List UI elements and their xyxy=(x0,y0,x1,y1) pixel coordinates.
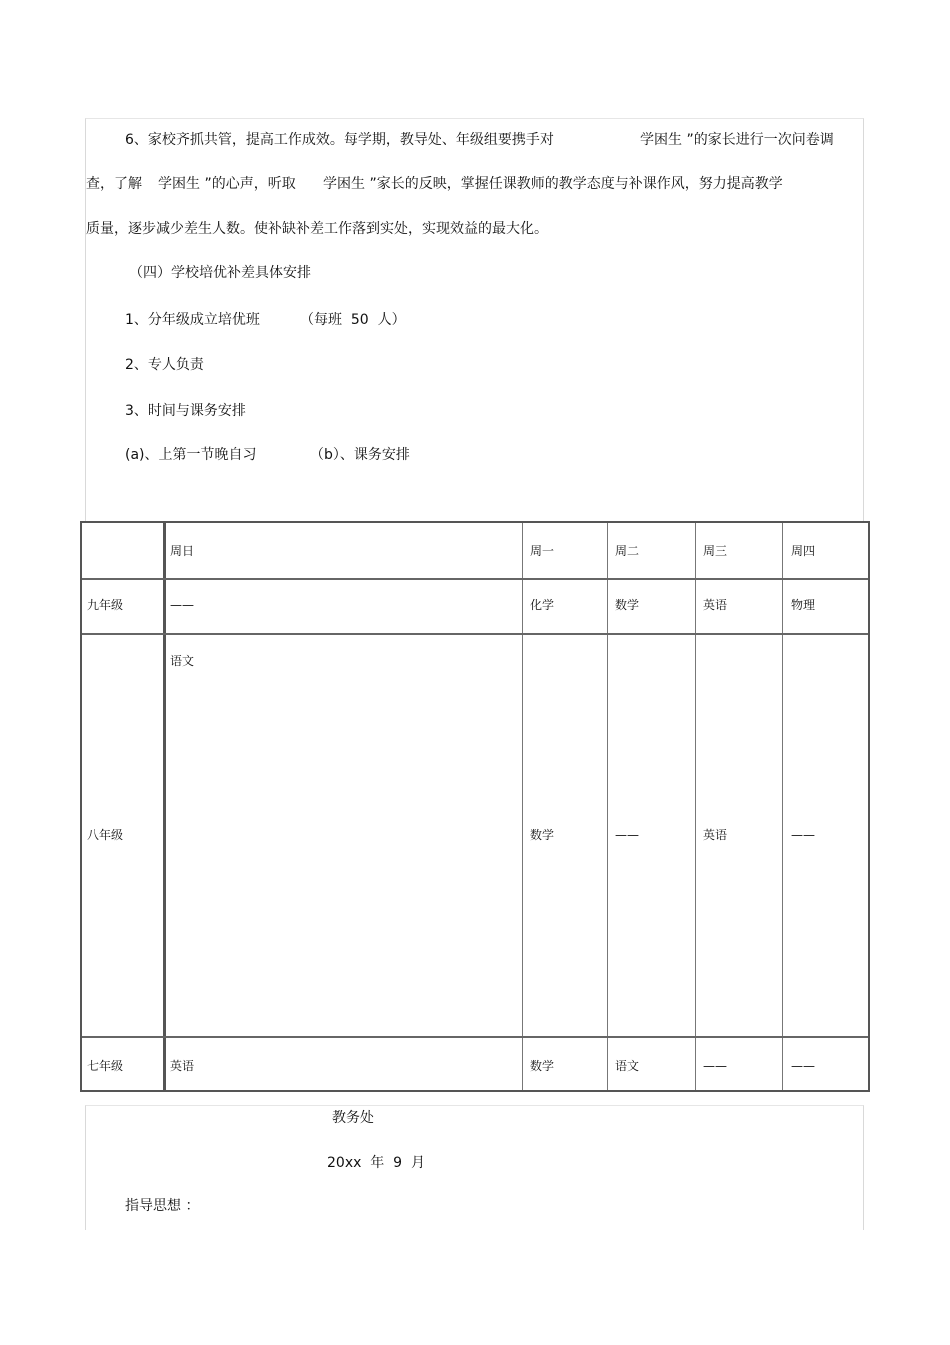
signature-date: 20xx 年 9 月 xyxy=(327,1155,425,1171)
grade-7-wednesday: —— xyxy=(703,1059,727,1073)
grade-9-wednesday: 英语 xyxy=(703,598,728,612)
guiding-principle-heading: 指导思想 ： xyxy=(125,1198,200,1214)
grade-7-monday: 数学 xyxy=(530,1059,555,1073)
text-frame-bottom xyxy=(85,1105,864,1230)
item-a: (a)、上第一节晚自习 xyxy=(125,447,257,463)
col-divider xyxy=(163,523,166,1090)
col-divider xyxy=(522,523,523,1090)
section-heading-4: （四）学校培优补差具体安排 xyxy=(129,265,311,281)
paragraph-6-line3: 质量，逐步减少差生人数。使补缺补差工作落到实处，实现效益的最大化。 xyxy=(86,221,548,237)
header-cell-tuesday: 周二 xyxy=(615,544,640,558)
col-divider xyxy=(607,523,608,1090)
grade-9-label: 九年级 xyxy=(87,598,124,612)
grade-7-tuesday: 语文 xyxy=(615,1059,640,1073)
grade-8-tuesday: —— xyxy=(615,828,639,842)
item-2: 2、专人负责 xyxy=(125,357,204,373)
col-divider xyxy=(782,523,783,1090)
header-cell-thursday: 周四 xyxy=(791,544,816,558)
row-divider xyxy=(82,578,868,580)
item-1-label: 1、分年级成立培优班 xyxy=(125,312,260,328)
paragraph-6-line2-part2: 学困生 ”的心声，听取 xyxy=(158,176,296,192)
grade-7-thursday: —— xyxy=(791,1059,815,1073)
item-1-note: （每班 50 人） xyxy=(300,312,406,328)
grade-9-tuesday: 数学 xyxy=(615,598,640,612)
grade-9-thursday: 物理 xyxy=(791,598,816,612)
header-cell-sunday: 周日 xyxy=(170,544,195,558)
paragraph-6-line1-part1: 6、家校齐抓共管，提高工作成效。每学期，教导处、年级组要携手对 xyxy=(125,132,554,148)
item-b: （b）、课务安排 xyxy=(310,447,410,463)
header-cell-monday: 周一 xyxy=(530,544,555,558)
grade-8-wednesday: 英语 xyxy=(703,828,728,842)
grade-9-monday: 化学 xyxy=(530,598,555,612)
office-signature: 教务处 xyxy=(332,1110,374,1126)
row-divider xyxy=(82,633,868,635)
paragraph-6-line1-part2: 学困生 ”的家长进行一次问卷调 xyxy=(640,132,834,148)
grade-8-sunday: 语文 xyxy=(170,654,195,668)
grade-7-label: 七年级 xyxy=(87,1059,124,1073)
item-3: 3、时间与课务安排 xyxy=(125,403,246,419)
schedule-table xyxy=(80,521,870,1092)
grade-8-monday: 数学 xyxy=(530,828,555,842)
header-cell-wednesday: 周三 xyxy=(703,544,728,558)
paragraph-6-line2-part3: 学困生 ”家长的反映，掌握任课教师的教学态度与补课作风，努力提高教学 xyxy=(323,176,783,192)
paragraph-6-line2-part1: 查，了解 xyxy=(86,176,142,192)
grade-8-thursday: —— xyxy=(791,828,815,842)
grade-9-sunday: —— xyxy=(170,598,194,612)
grade-7-sunday: 英语 xyxy=(170,1059,195,1073)
grade-8-label: 八年级 xyxy=(87,828,124,842)
row-divider xyxy=(82,1036,868,1038)
col-divider xyxy=(695,523,696,1090)
